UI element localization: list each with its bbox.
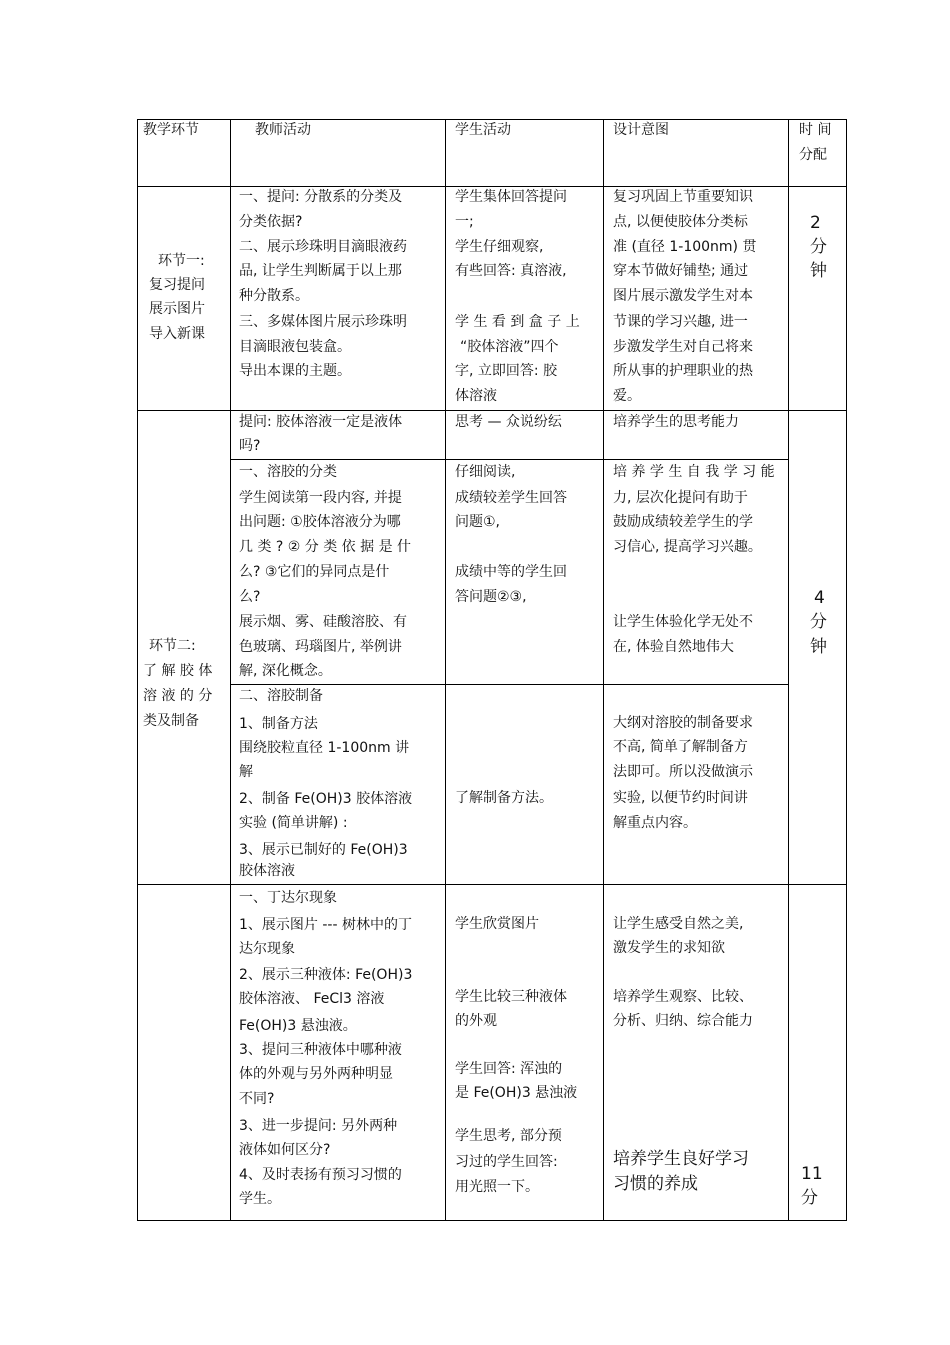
- row1-design-1: 复习巩固上节重要知识: [613, 189, 753, 205]
- row1-design-7: 步激发学生对自己将来: [613, 339, 753, 355]
- row1-teacher-5: 种分散系。: [239, 288, 309, 304]
- row3-design-5: 培养学生良好学习: [613, 1149, 749, 1169]
- row1-design-9: 爱。: [613, 388, 641, 404]
- col-divider-3: [603, 119, 604, 1221]
- row2-time-2: 分: [810, 612, 827, 632]
- row3-teacher-1: 一、丁达尔现象: [239, 890, 337, 906]
- row1-design-2: 点, 以便使胶体分类标: [613, 214, 748, 230]
- row2-stage-2: 了 解 胶 体: [143, 663, 213, 679]
- row1-teacher-3: 二、展示珍珠明目滴眼液药: [239, 239, 407, 255]
- row2-prep-design-5: 解重点内容。: [613, 815, 697, 831]
- row2-prep-design-3: 法即可。所以没做演示: [613, 764, 753, 780]
- row3-design-4: 分析、归纳、综合能力: [613, 1013, 753, 1029]
- row1-student-4: 有些回答: 真溶液,: [455, 263, 567, 279]
- row2-classify-teacher-2: 学生阅读第一段内容, 并提: [239, 490, 402, 506]
- row1-teacher-1: 一、提问: 分散系的分类及: [239, 189, 403, 205]
- table-border-bottom: [137, 1220, 847, 1221]
- row2-classify-student-3: 问题①,: [455, 514, 501, 530]
- row2-prep-design-2: 不高, 简单了解制备方: [613, 739, 748, 755]
- row1-student-1: 学生集体回答提问: [455, 189, 567, 205]
- row2-question-student: 思考 — 众说纷纭: [455, 414, 562, 430]
- row3-teacher-7: 3、提问三种液体中哪种液: [239, 1042, 402, 1058]
- row3-student-3: 的外观: [455, 1013, 497, 1029]
- row3-design-6: 习惯的养成: [613, 1174, 698, 1194]
- header-time-line2: 分配: [799, 147, 827, 163]
- row1-stage-2: 复习提问: [149, 277, 205, 293]
- row1-time-2: 分: [810, 237, 827, 257]
- row2-prep-design-4: 实验, 以便节约时间讲: [613, 790, 748, 806]
- row3-teacher-8: 体的外观与另外两种明显: [239, 1066, 393, 1082]
- row3-design-3: 培养学生观察、比较、: [613, 989, 753, 1005]
- table-border-left: [137, 119, 138, 1221]
- row3-teacher-9: 不同?: [239, 1091, 275, 1107]
- row2-classify-student-5: 答问题②③,: [455, 589, 527, 605]
- row1-student-7: 字, 立即回答: 胶: [455, 363, 558, 379]
- row3-student-6: 学生思考, 部分预: [455, 1128, 562, 1144]
- row1-teacher-4: 品, 让学生判断属于以上那: [239, 263, 402, 279]
- row2-classify-design-3: 鼓励成绩较差学生的学: [613, 514, 753, 530]
- row3-student-7: 习过的学生回答:: [455, 1154, 558, 1170]
- row2-prep-teacher-5: 2、制备 Fe(OH)3 胶体溶液: [239, 791, 413, 807]
- row2-time-3: 钟: [810, 637, 827, 657]
- row1-student-3: 学生仔细观察,: [455, 239, 544, 255]
- row1-design-5: 图片展示激发学生对本: [613, 288, 753, 304]
- row1-stage-3: 展示图片: [149, 301, 205, 317]
- header-stage: 教学环节: [143, 122, 199, 138]
- row3-student-4: 学生回答: 浑浊的: [455, 1061, 563, 1077]
- row3-student-5: 是 Fe(OH)3 悬浊液: [455, 1085, 578, 1101]
- row2-question-teacher-2: 吗?: [239, 438, 261, 454]
- row2-classify-teacher-4: 几 类 ? ② 分 类 依 据 是 什: [239, 539, 412, 555]
- row2-classify-student-2: 成绩较差学生回答: [455, 490, 567, 506]
- row2-stage-1: 环节二:: [149, 638, 196, 654]
- row3-teacher-12: 4、及时表扬有预习习惯的: [239, 1167, 402, 1183]
- row2-stage-4: 类及制备: [143, 713, 199, 729]
- row3-student-8: 用光照一下。: [455, 1179, 539, 1195]
- row2-classify-teacher-1: 一、溶胶的分类: [239, 464, 337, 480]
- header-time-line1: 时 间: [799, 122, 832, 138]
- table-border-right: [846, 119, 847, 1221]
- row2-classify-teacher-8: 色玻璃、玛瑙图片, 举例讲: [239, 639, 402, 655]
- row2-prep-teacher-2: 1、制备方法: [239, 716, 318, 732]
- row1-student-5: 学 生 看 到 盒 子 上: [455, 314, 580, 330]
- row2-classify-design-4: 习信心, 提高学习兴趣。: [613, 539, 762, 555]
- row2-classify-teacher-3: 出问题: ①胶体溶液分为哪: [239, 514, 401, 530]
- row3-teacher-2: 1、展示图片 --- 树林中的丁: [239, 917, 412, 933]
- row3-teacher-3: 达尔现象: [239, 941, 295, 957]
- header-student: 学生活动: [455, 122, 511, 138]
- row1-teacher-2: 分类依据?: [239, 214, 303, 230]
- row2-question-teacher-1: 提问: 胶体溶液一定是液体: [239, 414, 403, 430]
- row2-stage-3: 溶 液 的 分: [143, 688, 213, 704]
- row1-teacher-6: 三、多媒体图片展示珍珠明: [239, 314, 407, 330]
- row2-classify-design-2: 力, 层次化提问有助于: [613, 490, 748, 506]
- col-divider-4: [788, 119, 789, 1221]
- row2-prep-teacher-3: 围绕胶粒直径 1-100nm 讲: [239, 740, 410, 756]
- row2-prep-teacher-6: 实验 (简单讲解) :: [239, 815, 348, 831]
- row2-question-design: 培养学生的思考能力: [613, 414, 739, 430]
- row2-classify-design-6: 在, 体验自然地伟大: [613, 639, 734, 655]
- row1-teacher-7: 目滴眼液包装盒。: [239, 339, 351, 355]
- header-teacher: 教师活动: [255, 122, 311, 138]
- row1-design-6: 节课的学习兴趣, 进一: [613, 314, 748, 330]
- row3-teacher-5: 胶体溶液、 FeCl3 溶液: [239, 991, 385, 1007]
- row3-teacher-4: 2、展示三种液体: Fe(OH)3: [239, 967, 413, 983]
- row2-prep-student: 了解制备方法。: [455, 790, 553, 806]
- row2-classify-teacher-9: 解, 深化概念。: [239, 663, 332, 679]
- row1-student-2: 一;: [455, 214, 474, 230]
- col-divider-2: [445, 119, 446, 1221]
- row-divider-2: [137, 884, 847, 885]
- row3-time-2: 分: [801, 1188, 818, 1208]
- row2-time-1: 4: [814, 588, 825, 608]
- row3-design-2: 激发学生的求知欲: [613, 940, 725, 956]
- row3-teacher-13: 学生。: [239, 1191, 281, 1207]
- row1-time-3: 钟: [810, 261, 827, 281]
- row2-classify-student-1: 仔细阅读,: [455, 464, 516, 480]
- row2-classify-student-4: 成绩中等的学生回: [455, 564, 567, 580]
- row1-student-8: 体溶液: [455, 388, 497, 404]
- row3-teacher-11: 液体如何区分?: [239, 1142, 331, 1158]
- row1-student-6: “胶体溶液”四个: [460, 339, 559, 355]
- row3-teacher-10: 3、进一步提问: 另外两种: [239, 1118, 398, 1134]
- row2-classify-design-1: 培 养 学 生 自 我 学 习 能: [613, 464, 775, 480]
- row3-design-1: 让学生感受自然之美,: [613, 916, 744, 932]
- header-design: 设计意图: [613, 122, 669, 138]
- row3-teacher-6: Fe(OH)3 悬浊液。: [239, 1018, 357, 1034]
- row2-prep-teacher-1: 二、溶胶制备: [239, 688, 323, 704]
- row2-classify-teacher-6: 么?: [239, 589, 261, 605]
- row1-stage-1: 环节一:: [158, 253, 205, 269]
- row1-stage-4: 导入新课: [149, 326, 205, 342]
- row2-classify-teacher-5: 么? ③它们的异同点是什: [239, 564, 390, 580]
- row2-prep-teacher-4: 解: [239, 764, 253, 780]
- row3-time-1: 11: [801, 1164, 823, 1184]
- row1-design-4: 穿本节做好铺垫; 通过: [613, 263, 749, 279]
- row1-teacher-8: 导出本课的主题。: [239, 363, 351, 379]
- row2-prep-teacher-7: 3、展示已制好的 Fe(OH)3: [239, 842, 408, 858]
- col-divider-1: [230, 119, 231, 1221]
- row2-prep-design-1: 大纲对溶胶的制备要求: [613, 715, 753, 731]
- row2-classify-teacher-7: 展示烟、雾、硅酸溶胶、有: [239, 614, 407, 630]
- row2-prep-teacher-8: 胶体溶液: [239, 863, 295, 879]
- row1-time-1: 2: [810, 213, 821, 233]
- row2-classify-design-5: 让学生体验化学无处不: [613, 614, 753, 630]
- row3-student-1: 学生欣赏图片: [455, 916, 539, 932]
- row1-design-8: 所从事的护理职业的热: [613, 363, 753, 379]
- row3-student-2: 学生比较三种液体: [455, 989, 567, 1005]
- row1-design-3: 准 (直径 1-100nm) 贯: [613, 239, 757, 255]
